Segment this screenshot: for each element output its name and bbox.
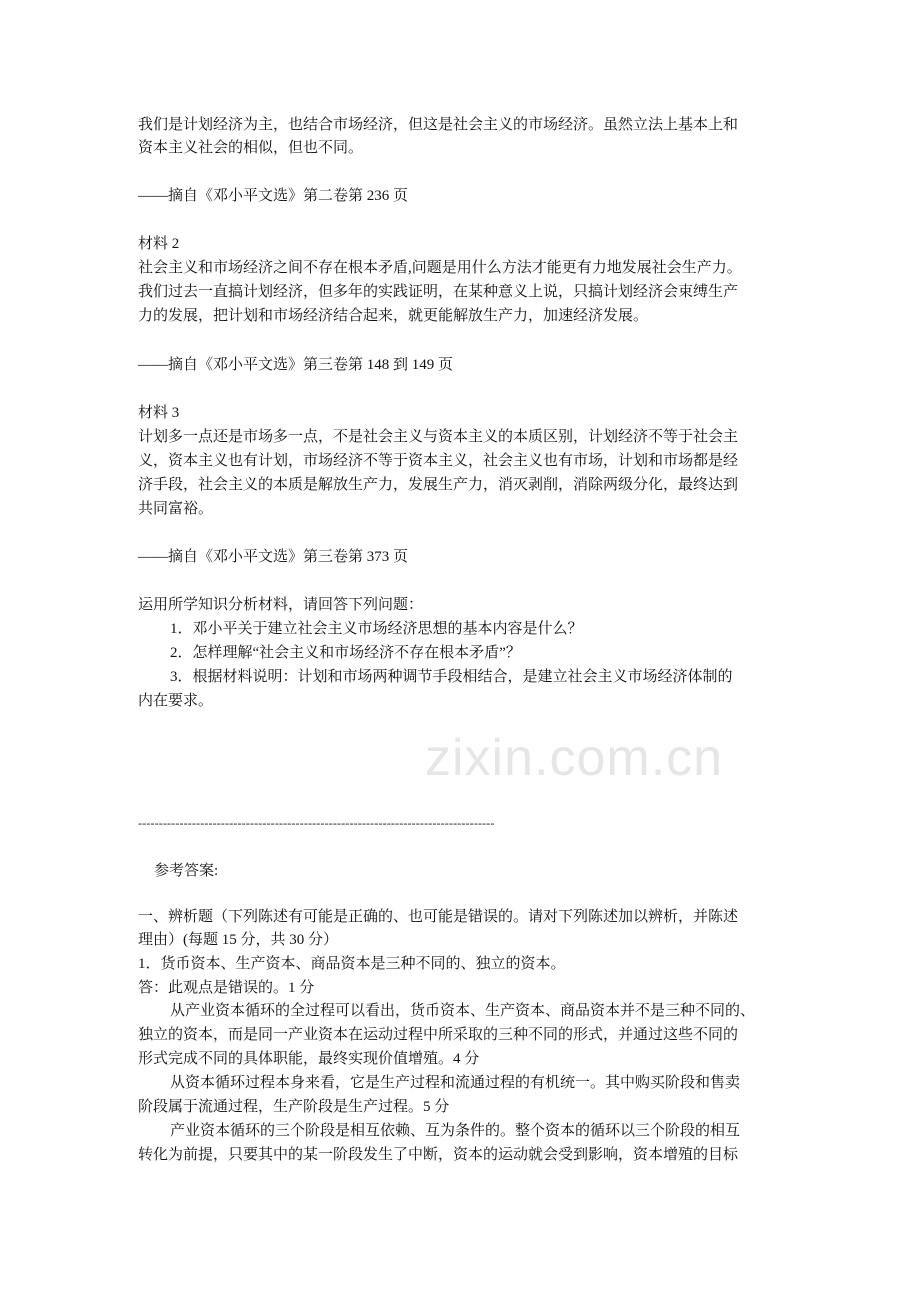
question-intro: 运用所学知识分析材料，请回答下列问题： (138, 597, 424, 613)
text-line: 转化为前提，只要其中的某一阶段发生了中断，资本的运动就会受到影响，资本增殖的目标 (138, 1147, 739, 1163)
citation: ——摘自《邓小平文选》第三卷第 148 到 149 页 (138, 357, 454, 373)
text-line: 产业资本循环的三个阶段是相互依赖、互为条件的。整个资本的循环以三个阶段的相互 (170, 1123, 741, 1139)
text-line: 义，资本主义也有计划，市场经济不等于资本主义，社会主义也有市场，计划和市场都是经 (138, 453, 739, 469)
citation: ——摘自《邓小平文选》第二卷第 236 页 (138, 188, 409, 204)
text-line: 从产业资本循环的全过程可以看出，货币资本、生产资本、商品资本并不是三种不同的、 (170, 1003, 756, 1019)
text-line: 从资本循环过程本身来看，它是生产过程和流通过程的有机统一。其中购买阶段和售卖 (170, 1075, 741, 1091)
text-line: 力的发展，把计划和市场经济结合起来，就更能解放生产力，加速经济发展。 (138, 308, 649, 324)
text-line: 我们是计划经济为主，也结合市场经济，但这是社会主义的市场经济。虽然立法上基本上和 (138, 117, 739, 133)
answer-line: 答：此观点是错误的。1 分 (138, 980, 315, 996)
text-line: 阶段属于流通过程，生产阶段是生产过程。5 分 (138, 1099, 450, 1115)
material-heading: 材料 3 (138, 405, 180, 421)
answer-heading: 参考答案: (154, 863, 219, 879)
watermark: zixin.com.cn (425, 729, 724, 787)
text-line: 社会主义和市场经济之间不存在根本矛盾,问题是用什么方法才能更有力地发展社会生产力。 (138, 260, 742, 276)
text-line: 济手段，社会主义的本质是解放生产力，发展生产力，消灭剥削，消除两级分化，最终达到 (138, 477, 739, 493)
citation: ——摘自《邓小平文选》第三卷第 373 页 (138, 549, 409, 565)
section-heading: 一、辨析题（下列陈述有可能是正确的、也可能是错误的。请对下列陈述加以辨析，并陈述 (138, 909, 739, 925)
text-line: 资本主义社会的相似，但也不同。 (138, 140, 364, 156)
question-item: 3．根据材料说明：计划和市场两种调节手段相结合，是建立社会主义市场经济体制的 (170, 669, 733, 685)
question-item: 1．邓小平关于建立社会主义市场经济思想的基本内容是什么？ (170, 621, 583, 637)
material-heading: 材料 2 (138, 236, 180, 252)
text-line: 共同富裕。 (138, 501, 214, 517)
divider: -------------------------------------------------------------------------------------- (138, 816, 495, 830)
text-line: 内在要求。 (138, 693, 214, 709)
text-line: 计划多一点还是市场多一点，不是社会主义与资本主义的本质区别，计划经济不等于社会主 (138, 429, 739, 445)
question-item: 2．怎样理解“社会主义和市场经济不存在根本矛盾”？ (170, 645, 521, 661)
section-heading: 理由）(每题 15 分，共 30 分） (138, 932, 338, 948)
text-line: 形式完成不同的具体职能，最终实现价值增殖。4 分 (138, 1051, 480, 1067)
text-line: 我们过去一直搞计划经济，但多年的实践证明，在某种意义上说，只搞计划经济会束缚生产 (138, 284, 739, 300)
question-item: 1．货币资本、生产资本、商品资本是三种不同的、独立的资本。 (138, 956, 566, 972)
text-line: 独立的资本，而是同一产业资本在运动过程中所采取的三种不同的形式，并通过这些不同的 (138, 1027, 739, 1043)
